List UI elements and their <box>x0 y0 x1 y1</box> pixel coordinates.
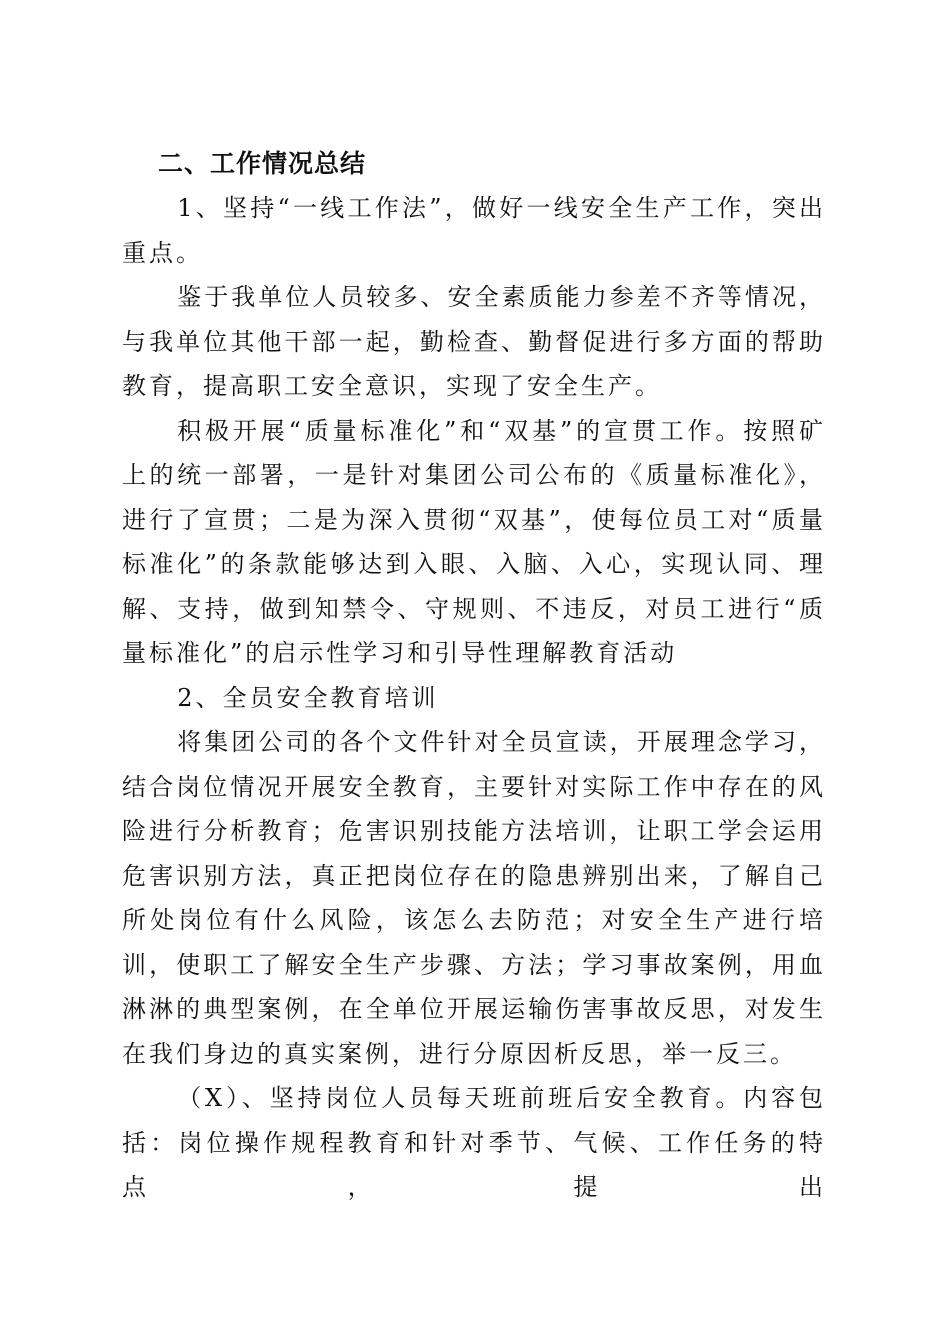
paragraph-4: 2、全员安全教育培训 <box>177 683 439 712</box>
document-page <box>122 142 826 1210</box>
paragraph-6: （X）、坚持岗位人员每天班前班后安全教育。内容包括：岗位操作规程教育和针对季节、气候、工作任务的特点，提出 <box>122 1084 826 1201</box>
section-heading: 二、工作情况总结 <box>158 149 367 178</box>
paragraph-3: 积极开展“质量标准化”和“双基”的宣贯工作。按照矿上的统一部署，一是针对集团公司公布的《质量标准化》，进行了宣贯；二是为深入贯彻“双基”，使每位员工对“质量标准化”的条款能够达到入眼、入脑、入心，实现认同、理解、支持，做到知禁令、守规则、不违反，对员工进行“质量标准化”的启示性学习和引导性理解教育活动 <box>122 416 826 667</box>
paragraph-5: 将集团公司的各个文件针对全员宣读，开展理念学习，结合岗位情况开展安全教育，主要针对实际工作中存在的风险进行分析教育；危害识别技能方法培训，让职工学会运用危害识别方法，真正把岗位存在的隐患辨别出来，了解自己所处岗位有什么风险，该怎么去防范；对安全生产进行培训，使职工了解安全生产步骤、方法；学习事故案例，用血淋淋的典型案例，在全单位开展运输伤害事故反思，对发生在我们身边的真实案例，进行分原因析反思，举一反三。 <box>122 728 826 1068</box>
paragraph-1: 1、坚持“一线工作法”，做好一线安全生产工作，突出重点。 <box>122 194 826 267</box>
paragraph-2: 鉴于我单位人员较多、安全素质能力参差不齐等情况，与我单位其他干部一起，勤检查、勤督促进行多方面的帮助教育，提高职工安全意识，实现了安全生产。 <box>122 283 826 400</box>
